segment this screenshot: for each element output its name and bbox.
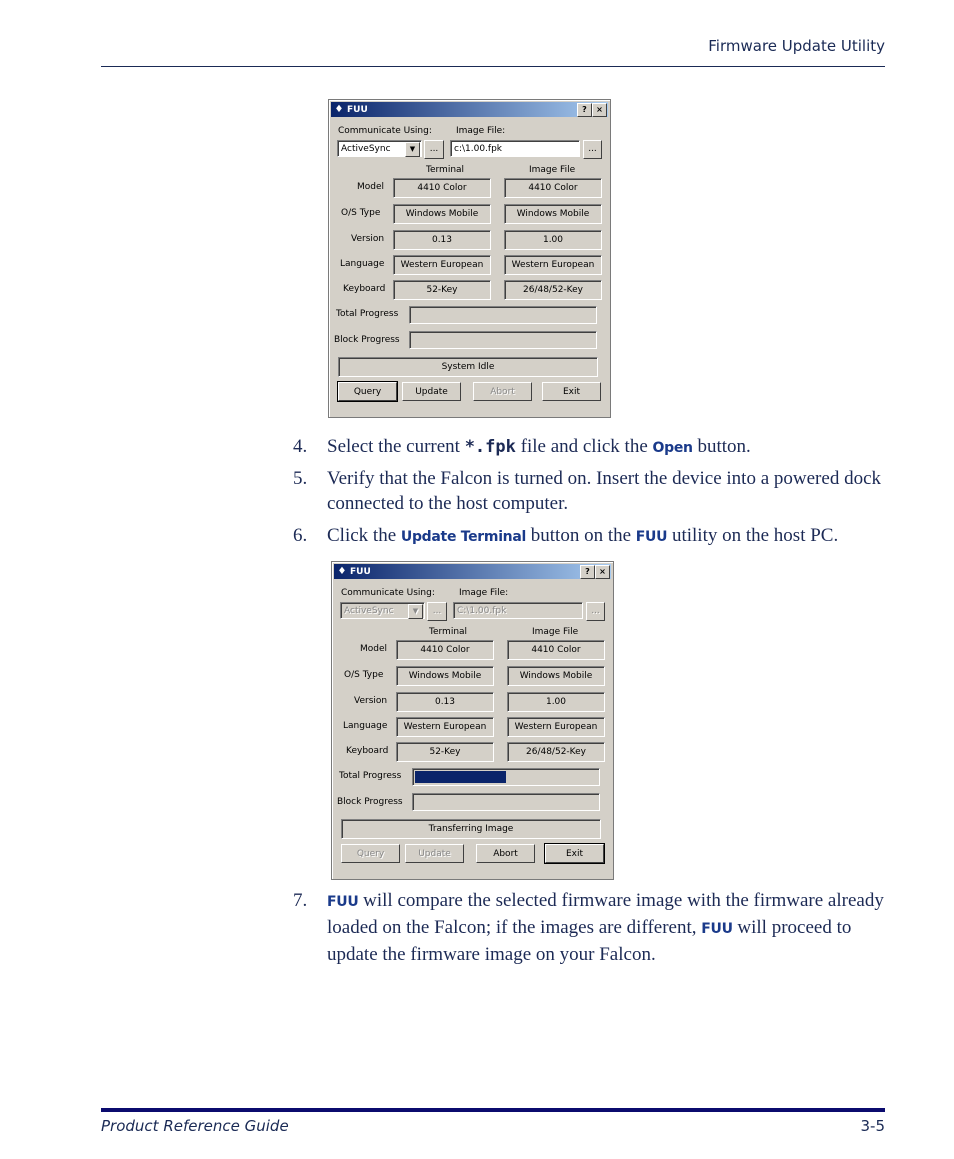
header-title: Firmware Update Utility xyxy=(708,37,885,55)
file-extension: *.fpk xyxy=(464,437,516,457)
update-button[interactable]: Update xyxy=(402,382,461,401)
total-progress-label: Total Progress xyxy=(336,309,399,319)
image-keyboard-field: 26/48/52-Key xyxy=(507,742,605,762)
terminal-os-field: Windows Mobile xyxy=(393,204,491,224)
text-run: will compare the selected firmware image with the firmware already loaded on the Falcon; if the images are different, xyxy=(327,890,884,938)
terminal-language-field: Western European xyxy=(393,255,491,275)
row-label: O/S Type xyxy=(341,208,381,218)
close-button[interactable]: × xyxy=(592,103,607,117)
image-file-input[interactable]: C:\1.00.fpk xyxy=(453,602,583,619)
step-number: 7. xyxy=(293,890,308,911)
image-keyboard-field: 26/48/52-Key xyxy=(504,280,602,300)
step-number: 4. xyxy=(293,436,308,457)
exit-button[interactable]: Exit xyxy=(545,844,604,863)
fuu-keyword: FUU xyxy=(701,921,733,937)
image-version-field: 1.00 xyxy=(504,230,602,250)
text-run: button. xyxy=(692,436,751,457)
row-label: Version xyxy=(354,696,388,706)
step-number: 5. xyxy=(293,468,308,489)
communicate-select[interactable] xyxy=(340,602,425,619)
terminal-version-field: 0.13 xyxy=(396,692,494,712)
communicate-label: Communicate Using: xyxy=(341,588,435,598)
row-label: Keyboard xyxy=(346,746,389,756)
text-run: Click the xyxy=(327,525,401,546)
terminal-model-field: 4410 Color xyxy=(396,640,494,660)
open-keyword: Open xyxy=(652,440,693,456)
step-text xyxy=(327,888,888,967)
footer-guide-title: Product Reference Guide xyxy=(101,1117,289,1135)
app-icon: ♦ xyxy=(337,565,347,577)
chevron-down-icon[interactable]: ▼ xyxy=(405,142,420,157)
row-label: Model xyxy=(357,182,385,192)
fuu-keyword: FUU xyxy=(327,894,359,910)
image-os-field: Windows Mobile xyxy=(504,204,602,224)
communicate-value: ActiveSync xyxy=(344,606,394,616)
image-file-label: Image File: xyxy=(456,126,506,136)
terminal-keyboard-field: 52-Key xyxy=(396,742,494,762)
browse-button[interactable]: ... xyxy=(586,602,605,621)
window-title: FUU xyxy=(350,566,371,577)
window-title: FUU xyxy=(347,104,368,115)
block-progress-bar xyxy=(412,793,600,811)
status-field: System Idle xyxy=(338,357,598,377)
step-text xyxy=(327,523,888,550)
step-number: 6. xyxy=(293,525,308,546)
step-4 xyxy=(293,434,888,459)
communicate-value: ActiveSync xyxy=(341,144,391,154)
image-file-label: Image File: xyxy=(459,588,509,598)
text-run: button on the xyxy=(526,525,636,546)
header-rule xyxy=(101,66,885,67)
step-5 xyxy=(293,466,888,516)
help-button[interactable]: ? xyxy=(580,565,595,579)
terminal-os-field: Windows Mobile xyxy=(396,666,494,686)
step-7 xyxy=(293,888,888,963)
help-button[interactable]: ? xyxy=(577,103,592,117)
image-language-field: Western European xyxy=(504,255,602,275)
fuu-dialog-transferring xyxy=(331,561,614,880)
total-progress-bar xyxy=(409,306,597,324)
terminal-column-header: Terminal xyxy=(429,627,468,637)
page-number: 3-5 xyxy=(860,1117,885,1135)
image-os-field: Windows Mobile xyxy=(507,666,605,686)
block-progress-bar xyxy=(409,331,597,349)
block-progress-label: Block Progress xyxy=(334,335,400,345)
row-label: Language xyxy=(343,721,388,731)
image-version-field: 1.00 xyxy=(507,692,605,712)
terminal-keyboard-field: 52-Key xyxy=(393,280,491,300)
text-run: Select the current xyxy=(327,436,465,457)
communicate-select[interactable] xyxy=(337,140,422,157)
abort-button[interactable]: Abort xyxy=(476,844,535,863)
image-column-header: Image File xyxy=(532,627,579,637)
small-browse-button[interactable]: ... xyxy=(424,140,444,159)
terminal-column-header: Terminal xyxy=(426,165,465,175)
row-label: Language xyxy=(340,259,385,269)
small-browse-button[interactable]: ... xyxy=(427,602,447,621)
exit-button[interactable]: Exit xyxy=(542,382,601,401)
browse-button[interactable]: ... xyxy=(583,140,602,159)
update-terminal-keyword: Update Terminal xyxy=(400,529,527,545)
abort-button[interactable]: Abort xyxy=(473,382,532,401)
row-label: Version xyxy=(351,234,385,244)
image-model-field: 4410 Color xyxy=(504,178,602,198)
row-label: Keyboard xyxy=(343,284,386,294)
query-button[interactable]: Query xyxy=(338,382,397,401)
block-progress-label: Block Progress xyxy=(337,797,403,807)
app-icon: ♦ xyxy=(334,103,344,115)
step-text xyxy=(327,434,888,461)
row-label: O/S Type xyxy=(344,670,384,680)
image-file-input[interactable]: c:\1.00.fpk xyxy=(450,140,580,157)
terminal-language-field: Western European xyxy=(396,717,494,737)
close-button[interactable]: × xyxy=(595,565,610,579)
text-run: utility on the host PC. xyxy=(667,525,839,546)
step-6 xyxy=(293,523,888,548)
text-run: will proceed to update the firmware image on your Falcon. xyxy=(327,917,852,965)
title-bar xyxy=(334,564,611,579)
total-progress-bar xyxy=(412,768,600,786)
image-column-header: Image File xyxy=(529,165,576,175)
progress-fill xyxy=(415,771,506,783)
image-language-field: Western European xyxy=(507,717,605,737)
query-button[interactable]: Query xyxy=(341,844,400,863)
fuu-keyword: FUU xyxy=(635,529,668,545)
status-field: Transferring Image xyxy=(341,819,601,839)
text-run: file and click the xyxy=(515,436,653,457)
update-button[interactable]: Update xyxy=(405,844,464,863)
step-text: Verify that the Falcon is turned on. Insert the device into a powered dock connected to the host computer. xyxy=(327,468,881,514)
terminal-model-field: 4410 Color xyxy=(393,178,491,198)
chevron-down-icon[interactable]: ▼ xyxy=(408,604,423,619)
terminal-version-field: 0.13 xyxy=(393,230,491,250)
row-label: Model xyxy=(360,644,388,654)
communicate-label: Communicate Using: xyxy=(338,126,432,136)
fuu-dialog-idle xyxy=(328,99,611,418)
image-model-field: 4410 Color xyxy=(507,640,605,660)
title-bar xyxy=(331,102,608,117)
footer-rule xyxy=(101,1108,885,1112)
total-progress-label: Total Progress xyxy=(339,771,402,781)
